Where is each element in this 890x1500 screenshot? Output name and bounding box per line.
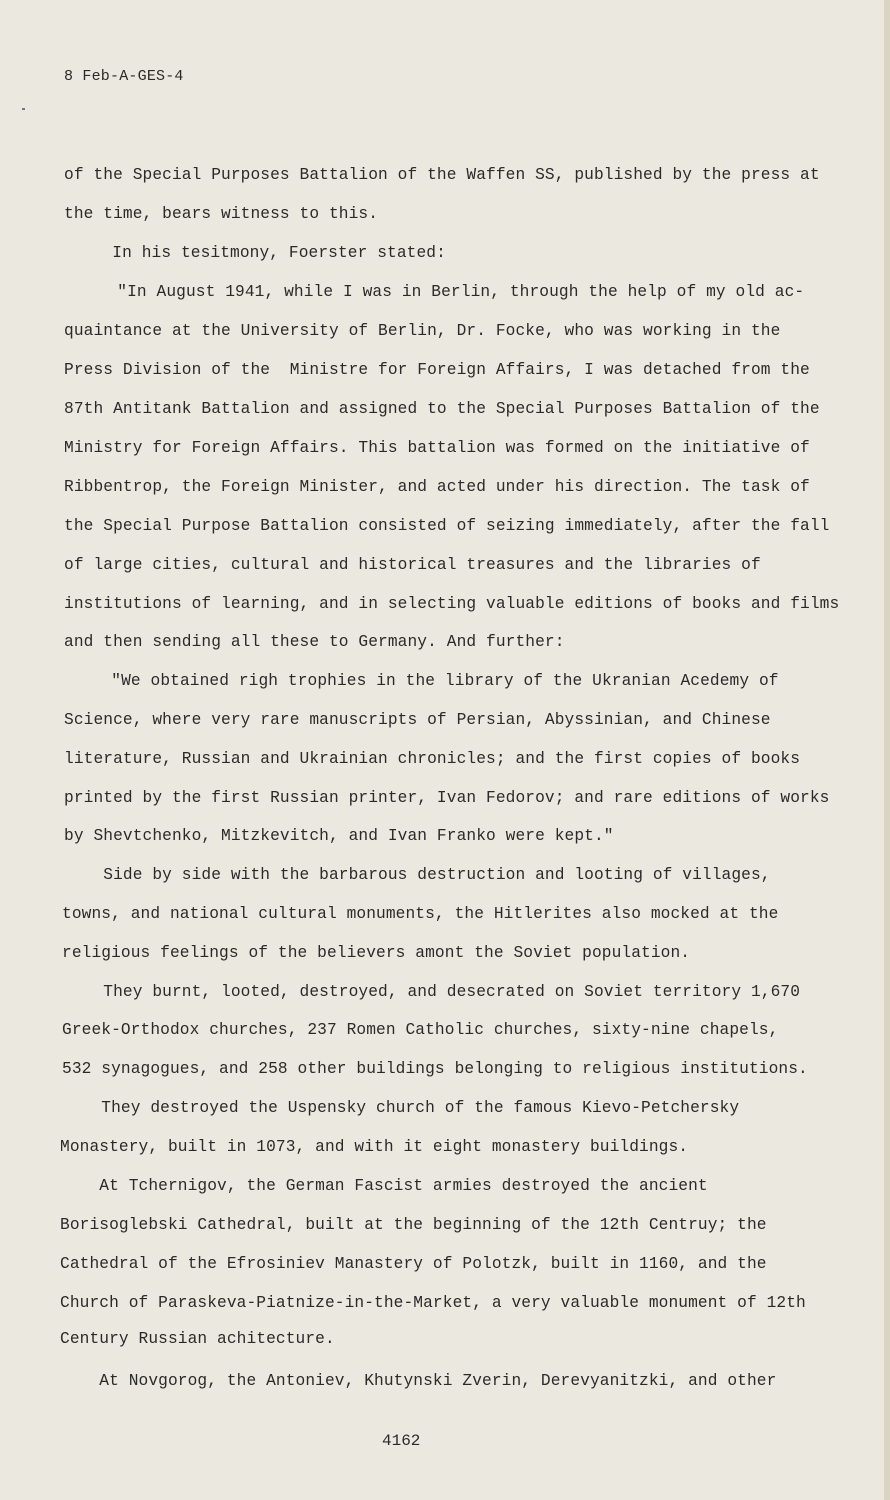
text-line: Monastery, built in 1073, and with it eight monastery buildings. [60,1138,689,1156]
text-line: of large cities, cultural and historical treasures and the libraries of [64,556,761,574]
text-line: At Tchernigov, the German Fascist armies destroyed the ancient [60,1177,708,1195]
text-line: institutions of learning, and in selecting valuable editions of books and films [64,595,840,613]
text-line: Cathedral of the Efrosiniev Manastery of Polotzk, built in 1160, and the [60,1255,767,1273]
page-number: 4162 [382,1432,421,1450]
text-line: Church of Paraskeva-Piatnize-in-the-Market, a very valuable monument of 12th [60,1294,806,1312]
text-line: quaintance at the University of Berlin, Dr. Focke, who was working in the [64,322,781,340]
text-line: of the Special Purposes Battalion of the Waffen SS, published by the press at [64,166,820,184]
text-line: Press Division of the Ministre for Foreign Affairs, I was detached from the [64,361,810,379]
text-line: by Shevtchenko, Mitzkevitch, and Ivan Franko were kept." [64,827,614,845]
text-line: They destroyed the Uspensky church of the famous Kievo-Petchersky [62,1099,740,1117]
text-line: towns, and national cultural monuments, the Hitlerites also mocked at the [62,905,779,923]
text-line: They burnt, looted, destroyed, and desecrated on Soviet territory 1,670 [64,983,801,1001]
text-line: and then sending all these to Germany. And further: [64,633,565,651]
text-line: Ministry for Foreign Affairs. This battalion was formed on the initiative of [64,439,810,457]
text-line: In his tesitmony, Foerster stated: [73,244,446,262]
text-line: 87th Antitank Battalion and assigned to the Special Purposes Battalion of the [64,400,820,418]
text-line: the time, bears witness to this. [64,205,379,223]
text-line: religious feelings of the believers amont the Soviet population. [62,944,691,962]
text-line: literature, Russian and Ukrainian chronicles; and the first copies of books [64,750,801,768]
text-line: Borisoglebski Cathedral, built at the beginning of the 12th Centruy; the [60,1216,767,1234]
text-line: printed by the first Russian printer, Ivan Fedorov; and rare editions of works [64,789,830,807]
text-line: "In August 1941, while I was in Berlin, through the help of my old ac- [78,283,805,301]
text-line: 532 synagogues, and 258 other buildings belonging to religious institutions. [62,1060,808,1078]
margin-mark [22,108,25,110]
text-line: "We obtained righ trophies in the library of the Ukranian Acedemy of [72,672,779,690]
text-line: Side by side with the barbarous destruction and looting of villages, [64,866,771,884]
text-line: Century Russian achitecture. [60,1330,335,1348]
text-line: Greek-Orthodox churches, 237 Romen Catholic churches, sixty-nine chapels, [62,1021,779,1039]
text-line: Science, where very rare manuscripts of Persian, Abyssinian, and Chinese [64,711,771,729]
text-line: the Special Purpose Battalion consisted of seizing immediately, after the fall [64,517,830,535]
text-line: Ribbentrop, the Foreign Minister, and acted under his direction. The task of [64,478,810,496]
text-line: At Novgorog, the Antoniev, Khutynski Zverin, Derevyanitzki, and other [60,1372,777,1390]
document-header: 8 Feb-A-GES-4 [64,68,184,85]
